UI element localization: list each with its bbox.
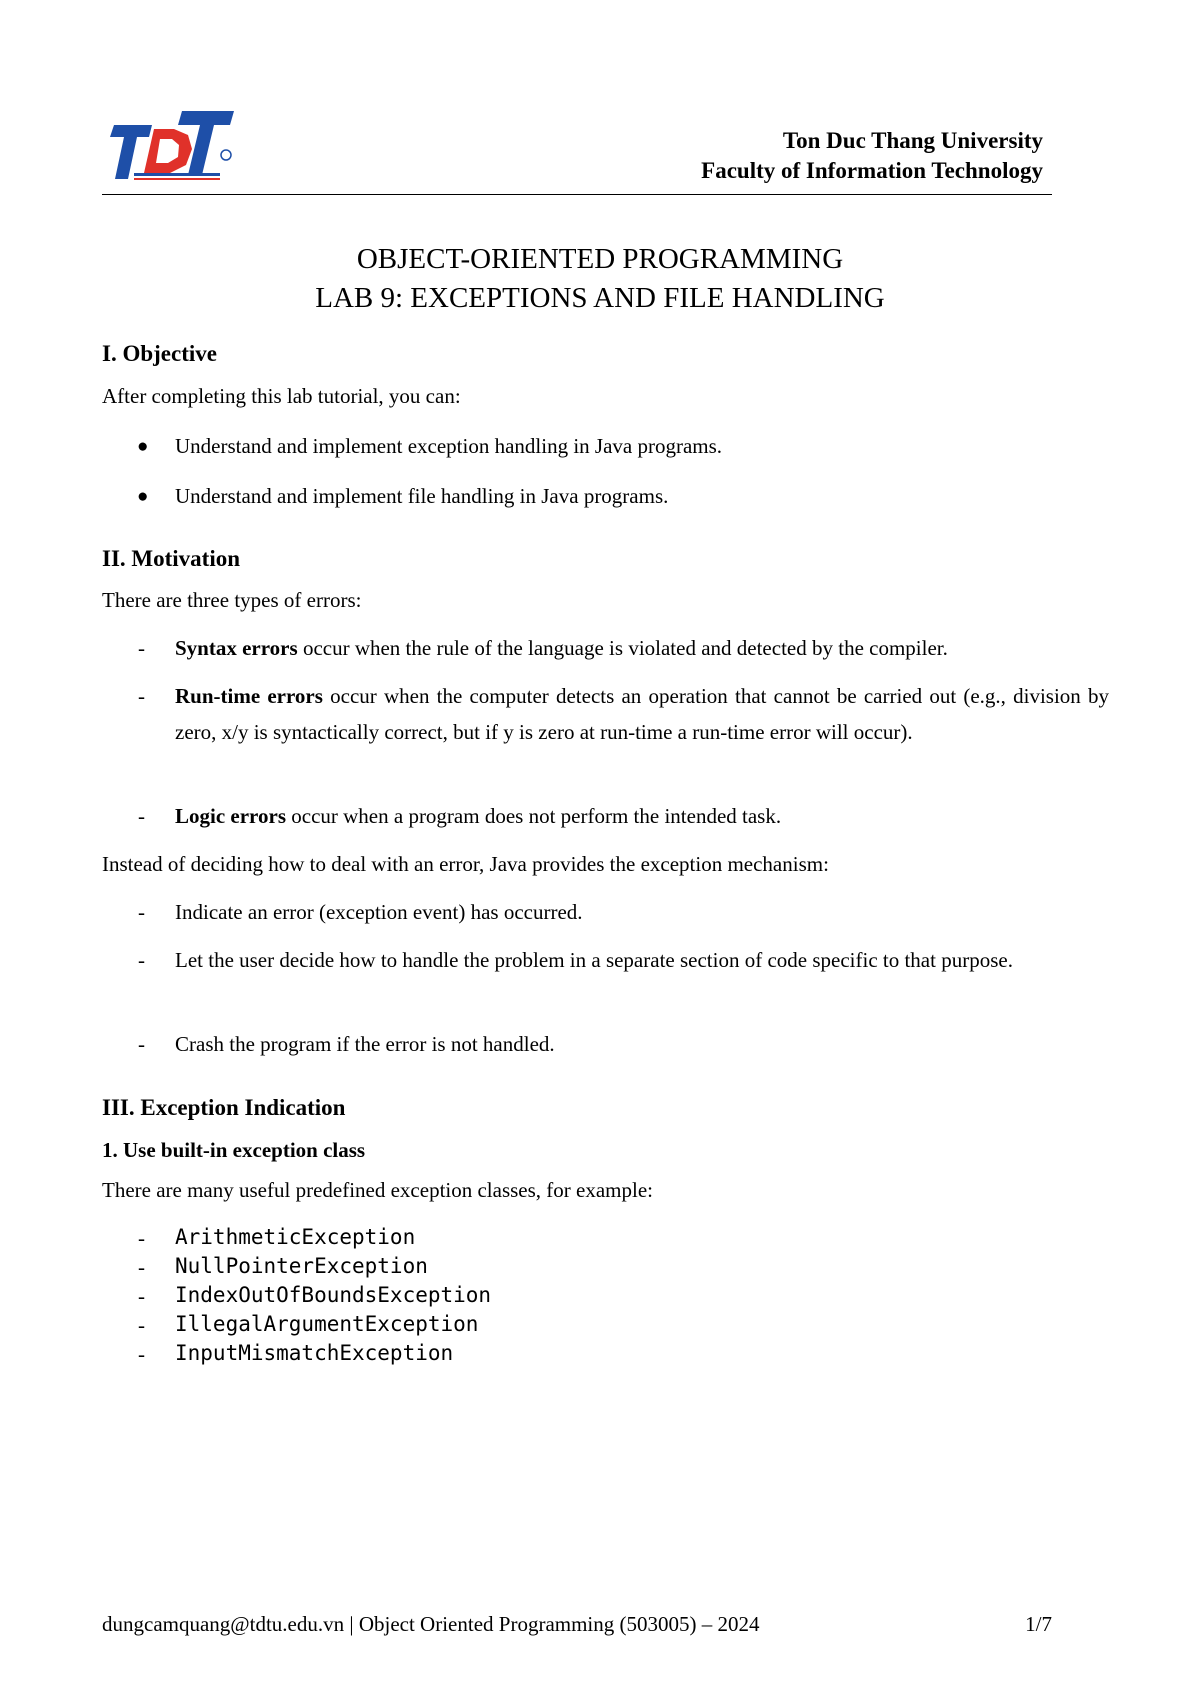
dash-marker: - xyxy=(138,1342,145,1366)
page-number: 1/7 xyxy=(1025,1612,1052,1636)
course-title: OBJECT-ORIENTED PROGRAMMING xyxy=(356,243,844,275)
error-term: Run-time errors xyxy=(175,684,323,708)
exception-class: ArithmeticException xyxy=(175,1225,416,1249)
dash-marker: - xyxy=(138,804,145,828)
dash-marker: - xyxy=(138,948,145,972)
objective-bullet-1: Understand and implement exception handling in Java programs. xyxy=(175,434,723,458)
dash-marker: - xyxy=(138,1313,145,1337)
error-term: Logic errors xyxy=(175,804,286,828)
section-motivation-heading: II. Motivation xyxy=(102,546,240,571)
registered-mark xyxy=(221,150,231,160)
error-term: Syntax errors xyxy=(175,636,298,660)
faculty-name: Faculty of Information Technology xyxy=(701,158,1043,183)
dash-marker: - xyxy=(138,636,145,660)
university-logo xyxy=(104,105,236,181)
exception-class: IndexOutOfBoundsException xyxy=(175,1283,492,1307)
logo-tagline-bar-2 xyxy=(134,178,220,180)
error-description: occur when the rule of the language is violated and detected by the compiler. xyxy=(297,636,948,660)
dash-marker: - xyxy=(138,684,145,708)
mechanism-item-3: Crash the program if the error is not handled. xyxy=(175,1032,555,1056)
bullet-dot: ● xyxy=(137,436,149,457)
exception-class: NullPointerException xyxy=(175,1254,428,1278)
objective-intro: After completing this lab tutorial, you can: xyxy=(102,384,461,408)
header-divider xyxy=(102,194,1052,195)
motivation-intro: There are three types of errors: xyxy=(102,588,362,612)
section-objective-heading: I. Objective xyxy=(102,341,217,366)
dash-marker: - xyxy=(138,1255,145,1279)
dash-marker: - xyxy=(138,1032,145,1056)
section-indication-heading: III. Exception Indication xyxy=(102,1095,346,1120)
mechanism-intro: Instead of deciding how to deal with an error, Java provides the exception mechanism: xyxy=(102,852,829,876)
objective-bullet-2: Understand and implement file handling in Java programs. xyxy=(175,484,669,508)
mechanism-item-1: Indicate an error (exception event) has occurred. xyxy=(175,900,583,924)
error-runtime xyxy=(175,678,1109,750)
indication-intro: There are many useful predefined exception classes, for example: xyxy=(102,1178,654,1202)
university-name: Ton Duc Thang University xyxy=(782,128,1043,153)
bullet-dot: ● xyxy=(137,486,149,507)
exception-class: InputMismatchException xyxy=(175,1341,454,1365)
footer-author-course: dungcamquang@tdtu.edu.vn | Object Oriented Programming (503005) – 2024 xyxy=(102,1612,760,1636)
error-syntax xyxy=(175,636,948,661)
exception-class: IllegalArgumentException xyxy=(175,1312,479,1336)
dash-marker: - xyxy=(138,900,145,924)
dash-marker: - xyxy=(138,1226,145,1250)
error-description: occur when a program does not perform the intended task. xyxy=(286,804,782,828)
mechanism-item-2: Let the user decide how to handle the problem in a separate section of code specific to that purpose. xyxy=(175,948,1013,972)
error-logic xyxy=(175,804,781,829)
logo-tagline-bar xyxy=(134,173,220,176)
subsection-builtin-heading: 1. Use built-in exception class xyxy=(102,1138,366,1162)
dash-marker: - xyxy=(138,1284,145,1308)
error-description: occur when the computer detects an operation that cannot be carried out (e.g., division by zero, x/y is syntactically correct, but if y is zero at run-time a run-time error will occur). xyxy=(175,684,1109,744)
lab-title: LAB 9: EXCEPTIONS AND FILE HANDLING xyxy=(315,282,885,314)
